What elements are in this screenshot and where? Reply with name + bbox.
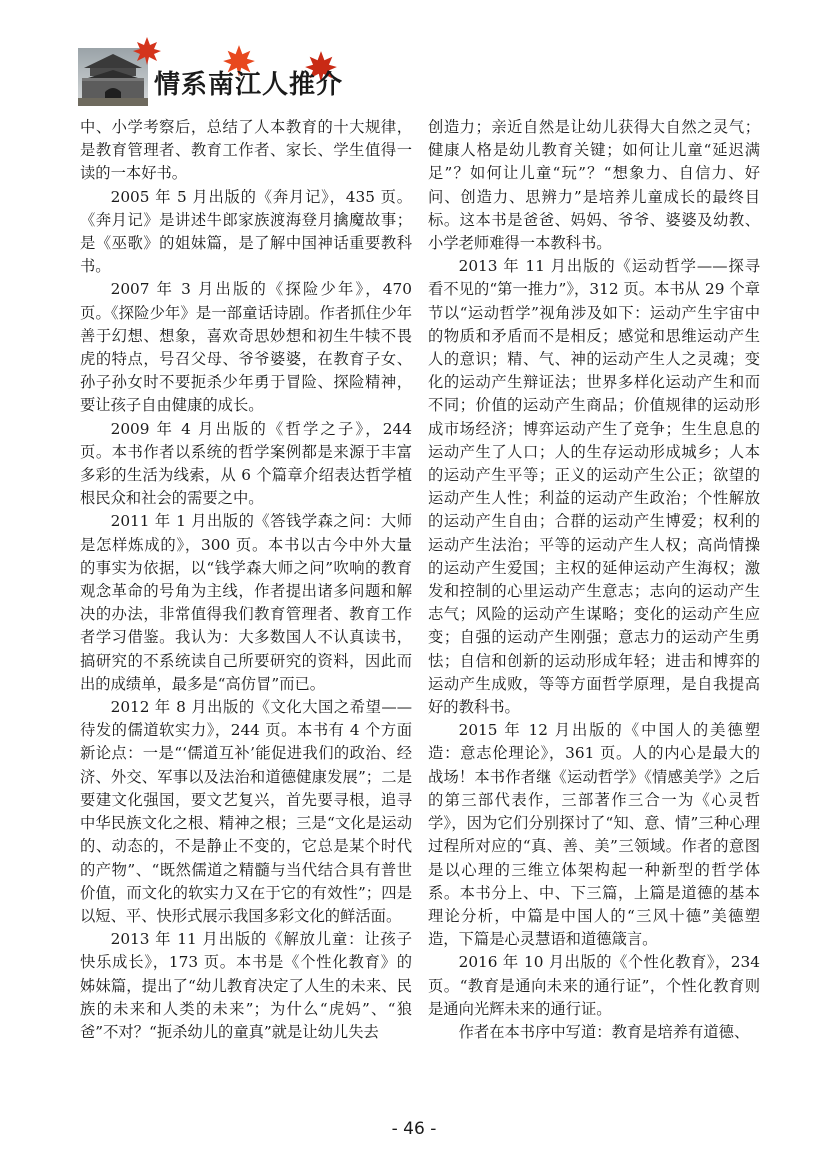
paragraph: 2016 年 10 月出版的《个性化教育》，234 页。“教育是通向未来的通行证”，个性化教育则是通向光辉未来的通行证。: [428, 953, 760, 1018]
left-column: [80, 116, 412, 1044]
section-title: 情系南江人推介: [154, 70, 344, 100]
paragraph: 中、小学考察后，总结了人本教育的十大规律，是教育管理者、教育工作者、家长、学生值得一读的一本好书。: [80, 118, 412, 183]
paragraph: 2015 年 12 月出版的《中国人的美德塑造：意志伦理论》，361 页。人的内心是最大的战场！本书作者继《运动哲学》《情感美学》之后的第三部代表作，三部著作三合一为《心灵哲学》，因为它们分别探讨了“知、意、情”三种心理过程所对应的“真、善、美”三领域。作者的意图是以心理的三维立体架构起一种新型的哲学体系。本书分上、中、下三篇，上篇是道德的基本理论分析，中篇是中国人的“三风十德”美德塑造，下篇是心灵慧语和道德箴言。: [428, 721, 760, 949]
paragraph: 2009 年 4 月出版的《哲学之子》，244 页。本书作者以系统的哲学案例都是来源于丰富多彩的生活为线索，从 6 个篇章介绍表达哲学植根民众和社会的需要之中。: [80, 419, 412, 508]
paragraph: 2011 年 1 月出版的《答钱学森之问：大师是怎样炼成的》，300 页。本书以古今中外大量的事实为依据，以“钱学森大师之问”吹响的教育观念革命的号角为主线，作者提出诸多问题和解决的办法，非常值得我们教育管理者、教育工作者学习借鉴。我认为：大多数国人不认真读书，搞研究的不系统读自己所要研究的资料，因此而出的成绩单，最多是“高仿冒”而已。: [80, 512, 412, 693]
paragraph: 2013 年 11 月出版的《解放儿童：让孩子快乐成长》，173 页。本书是《个性化教育》的姊妹篇，提出了“幼儿教育决定了人生的未来、民族的未来和人类的未来”；为什么“虎妈”、“狼爸”不对？“扼杀幼儿的童真”就是让幼儿失去: [80, 930, 412, 1041]
paragraph: 2012 年 8 月出版的《文化大国之希望——待发的儒道软实力》，244 页。本书有 4 个方面新论点：一是“‘儒道互补’能促进我们的政治、经济、外交、军事以及法治和道德健康发展”；二是要建文化强国，要文艺复兴，首先要寻根，追寻中华民族文化之根、精神之根；三是“文化是运动的、动态的，不是静止不变的，它总是某个时代的产物”、“既然儒道之精髓与当代结合具有普世价值，而文化的软实力又在于它的有效性”；四是以短、平、快形式展示我国多彩文化的鲜活面。: [80, 698, 412, 925]
paragraph: 作者在本书序中写道：教育是培养有道德、: [458, 1022, 750, 1041]
right-column: [428, 116, 760, 1044]
paragraph: 2013 年 11 月出版的《运动哲学——探寻看不见的“第一推力”》，312 页。本书从 29 个章节以“运动哲学”视角涉及如下：运动产生宇宙中的物质和矛盾而不是相反；感觉和思维运动产生人的意识；精、气、神的运动产生人之灵魂；变化的运动产生辩证法；世界多样化运动产生和而不同；价值的运动产生商品；价值规律的运动形成市场经济；博弈运动产生了竞争；生生息息的运动产生了人口；人的生存运动形成城乡；人本的运动产生平等；正义的运动产生公正；欲望的运动产生人性；利益的运动产生政治；个性解放的运动产生自由；合群的运动产生博爱；权利的运动产生法治；平等的运动产生人权；高尚情操的运动产生爱国；主权的延伸运动产生海权；激发和控制的心里运动产生意志；志向的运动产生志气；风险的运动产生谋略；变化的运动产生应变；自强的运动产生刚强；意志力的运动产生勇怯；自信和创新的运动形成年轻；进击和博弈的运动产生成败，等等方面哲学原理，是自我提高好的教科书。: [428, 257, 760, 717]
paragraph: 创造力；亲近自然是让幼儿获得大自然之灵气；健康人格是幼儿教育关键；如何让儿童“延迟满足”？如何让儿童“玩”？“想象力、自信力、好问、创造力、思辨力”是培养儿童成长的最终目标。这本书是爸爸、妈妈、爷爷、婆婆及幼教、小学老师难得一本教科书。: [428, 118, 760, 253]
page-number: - 46 -: [391, 1119, 437, 1139]
page-header: [72, 34, 372, 106]
paragraph: 2005 年 5 月出版的《奔月记》，435 页。《奔月记》是讲述牛郎家族渡海登月擒魔故事；是《巫歌》的姐妹篇，是了解中国神话重要教科书。: [80, 187, 412, 276]
paragraph: 2007 年 3 月出版的《探险少年》，470 页。《探险少年》是一部童话诗剧。作者抓住少年善于幻想、想象，喜欢奇思妙想和初生牛犊不畏虎的特点，号召父母、爷爷婆婆，在教育子女、孙子孙女时不要扼杀少年勇于冒险、探险精神，要让孩子自由健康的成长。: [80, 280, 412, 415]
